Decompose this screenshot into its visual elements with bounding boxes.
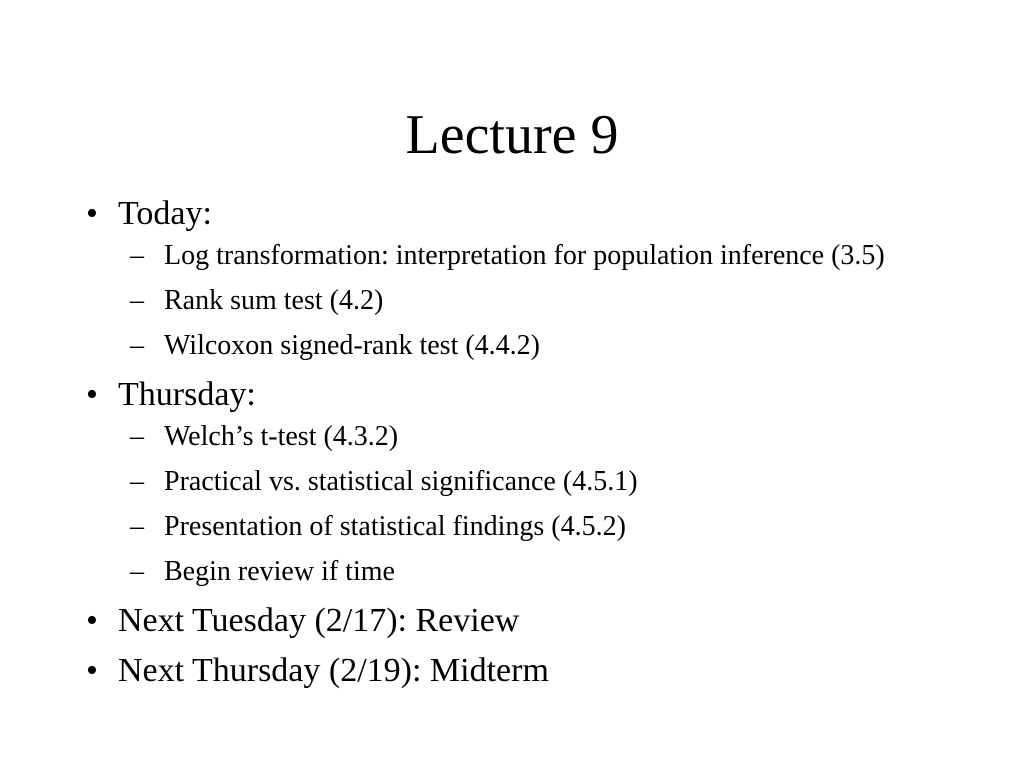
- bullet-next-thursday: [86, 649, 966, 693]
- sub-item: – Presentation of statistical findings (4.5.2): [118, 509, 966, 545]
- sub-item: – Welch’s t-test (4.3.2): [118, 419, 966, 455]
- bullet-text: Next Thursday (2/19): Midterm: [118, 652, 549, 689]
- slide-title: Lecture 9: [405, 104, 619, 166]
- bullet-text: Today:: [118, 195, 212, 232]
- sub-item: – Wilcoxon signed-rank test (4.4.2): [118, 328, 966, 364]
- bullet-text: Next Tuesday (2/17): Review: [118, 602, 520, 639]
- sub-item: – Practical vs. statistical significance (4.5.1): [118, 464, 966, 500]
- sub-item: – Log transformation: interpretation for population inference (3.5): [118, 238, 966, 274]
- bullet-thursday: [86, 373, 966, 590]
- bullet-text: Thursday:: [118, 376, 256, 413]
- bullet-next-tuesday: [86, 599, 966, 643]
- bullet-today: [86, 192, 966, 364]
- sub-list-thursday: [118, 419, 966, 590]
- bullet-list: [86, 192, 966, 699]
- sub-list-today: [118, 238, 966, 364]
- sub-item: – Rank sum test (4.2): [118, 283, 966, 319]
- sub-item: – Begin review if time: [118, 554, 966, 590]
